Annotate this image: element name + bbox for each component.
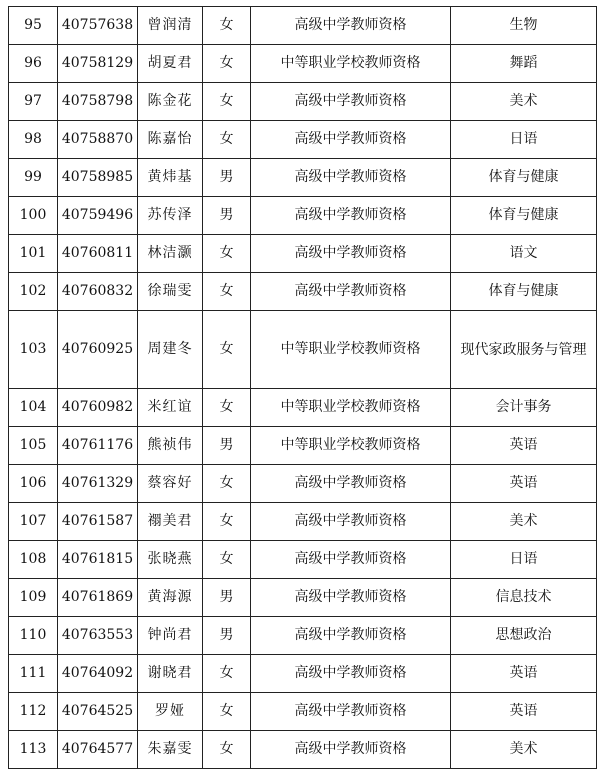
table-row	[9, 197, 597, 235]
gender-cell: 女	[203, 465, 251, 503]
name-cell: 曾润清	[138, 7, 203, 45]
qualification-cell: 高级中学教师资格	[251, 273, 451, 311]
id-cell: 40758129	[58, 45, 138, 83]
id-cell: 40759496	[58, 197, 138, 235]
qualification-cell: 高级中学教师资格	[251, 693, 451, 731]
name-cell: 黄炜基	[138, 159, 203, 197]
subject-cell: 思想政治	[451, 617, 597, 655]
row-number-cell: 111	[9, 655, 58, 693]
row-number-cell: 110	[9, 617, 58, 655]
table-row	[9, 389, 597, 427]
id-cell: 40764525	[58, 693, 138, 731]
name-cell: 禤美君	[138, 503, 203, 541]
subject-cell: 英语	[451, 655, 597, 693]
name-cell: 徐瑞雯	[138, 273, 203, 311]
qualification-table	[8, 6, 597, 769]
subject-cell: 现代家政服务与管理	[451, 311, 597, 389]
name-cell: 张晓燕	[138, 541, 203, 579]
name-cell: 陈金花	[138, 83, 203, 121]
gender-cell: 女	[203, 503, 251, 541]
row-number-cell: 102	[9, 273, 58, 311]
name-cell: 陈嘉怡	[138, 121, 203, 159]
name-cell: 米红谊	[138, 389, 203, 427]
id-cell: 40760832	[58, 273, 138, 311]
id-cell: 40758798	[58, 83, 138, 121]
name-cell: 谢晓君	[138, 655, 203, 693]
gender-cell: 女	[203, 311, 251, 389]
qualification-cell: 高级中学教师资格	[251, 465, 451, 503]
gender-cell: 女	[203, 83, 251, 121]
qualification-cell: 高级中学教师资格	[251, 83, 451, 121]
subject-cell: 生物	[451, 7, 597, 45]
subject-cell: 体育与健康	[451, 197, 597, 235]
qualification-cell: 高级中学教师资格	[251, 121, 451, 159]
gender-cell: 女	[203, 121, 251, 159]
table-row	[9, 83, 597, 121]
name-cell: 熊祯伟	[138, 427, 203, 465]
subject-cell: 日语	[451, 121, 597, 159]
qualification-cell: 中等职业学校教师资格	[251, 45, 451, 83]
table-row	[9, 579, 597, 617]
table-row	[9, 159, 597, 197]
table-row	[9, 503, 597, 541]
row-number-cell: 99	[9, 159, 58, 197]
table-row	[9, 731, 597, 769]
name-cell: 钟尚君	[138, 617, 203, 655]
row-number-cell: 113	[9, 731, 58, 769]
gender-cell: 女	[203, 731, 251, 769]
id-cell: 40761869	[58, 579, 138, 617]
subject-cell: 语文	[451, 235, 597, 273]
name-cell: 苏传泽	[138, 197, 203, 235]
subject-cell: 英语	[451, 427, 597, 465]
gender-cell: 女	[203, 7, 251, 45]
qualification-cell: 高级中学教师资格	[251, 731, 451, 769]
name-cell: 朱嘉雯	[138, 731, 203, 769]
row-number-cell: 96	[9, 45, 58, 83]
gender-cell: 男	[203, 427, 251, 465]
subject-cell: 美术	[451, 503, 597, 541]
name-cell: 蔡容好	[138, 465, 203, 503]
gender-cell: 女	[203, 693, 251, 731]
qualification-cell: 高级中学教师资格	[251, 579, 451, 617]
gender-cell: 女	[203, 655, 251, 693]
table-row	[9, 121, 597, 159]
table-row	[9, 427, 597, 465]
qualification-cell: 高级中学教师资格	[251, 617, 451, 655]
subject-cell: 舞蹈	[451, 45, 597, 83]
id-cell: 40764577	[58, 731, 138, 769]
id-cell: 40758870	[58, 121, 138, 159]
qualification-cell: 中等职业学校教师资格	[251, 311, 451, 389]
id-cell: 40761329	[58, 465, 138, 503]
row-number-cell: 98	[9, 121, 58, 159]
qualification-cell: 高级中学教师资格	[251, 541, 451, 579]
qualification-cell: 中等职业学校教师资格	[251, 427, 451, 465]
subject-cell: 英语	[451, 693, 597, 731]
id-cell: 40761176	[58, 427, 138, 465]
id-cell: 40761815	[58, 541, 138, 579]
name-cell: 胡夏君	[138, 45, 203, 83]
row-number-cell: 101	[9, 235, 58, 273]
subject-cell: 体育与健康	[451, 159, 597, 197]
table-row	[9, 273, 597, 311]
gender-cell: 女	[203, 273, 251, 311]
row-number-cell: 103	[9, 311, 58, 389]
table-row	[9, 45, 597, 83]
id-cell: 40764092	[58, 655, 138, 693]
subject-cell: 信息技术	[451, 579, 597, 617]
table-row	[9, 7, 597, 45]
qualification-cell: 高级中学教师资格	[251, 235, 451, 273]
subject-cell: 美术	[451, 731, 597, 769]
gender-cell: 女	[203, 389, 251, 427]
table-row	[9, 617, 597, 655]
table-row	[9, 541, 597, 579]
row-number-cell: 97	[9, 83, 58, 121]
table-row	[9, 693, 597, 731]
row-number-cell: 105	[9, 427, 58, 465]
row-number-cell: 95	[9, 7, 58, 45]
id-cell: 40760982	[58, 389, 138, 427]
gender-cell: 男	[203, 617, 251, 655]
id-cell: 40760925	[58, 311, 138, 389]
subject-cell: 日语	[451, 541, 597, 579]
table-row	[9, 311, 597, 389]
id-cell: 40758985	[58, 159, 138, 197]
row-number-cell: 107	[9, 503, 58, 541]
gender-cell: 男	[203, 159, 251, 197]
row-number-cell: 100	[9, 197, 58, 235]
name-cell: 周建冬	[138, 311, 203, 389]
table-row	[9, 465, 597, 503]
table-row	[9, 655, 597, 693]
name-cell: 黄海源	[138, 579, 203, 617]
name-cell: 罗娅	[138, 693, 203, 731]
row-number-cell: 108	[9, 541, 58, 579]
row-number-cell: 104	[9, 389, 58, 427]
id-cell: 40761587	[58, 503, 138, 541]
table-body	[9, 7, 597, 769]
id-cell: 40760811	[58, 235, 138, 273]
row-number-cell: 106	[9, 465, 58, 503]
id-cell: 40763553	[58, 617, 138, 655]
gender-cell: 男	[203, 197, 251, 235]
qualification-cell: 高级中学教师资格	[251, 159, 451, 197]
qualification-cell: 高级中学教师资格	[251, 655, 451, 693]
row-number-cell: 109	[9, 579, 58, 617]
subject-cell: 会计事务	[451, 389, 597, 427]
qualification-cell: 高级中学教师资格	[251, 503, 451, 541]
gender-cell: 女	[203, 235, 251, 273]
row-number-cell: 112	[9, 693, 58, 731]
gender-cell: 女	[203, 541, 251, 579]
qualification-cell: 高级中学教师资格	[251, 197, 451, 235]
subject-cell: 美术	[451, 83, 597, 121]
id-cell: 40757638	[58, 7, 138, 45]
qualification-cell: 中等职业学校教师资格	[251, 389, 451, 427]
subject-cell: 体育与健康	[451, 273, 597, 311]
qualification-cell: 高级中学教师资格	[251, 7, 451, 45]
gender-cell: 男	[203, 579, 251, 617]
subject-cell: 英语	[451, 465, 597, 503]
name-cell: 林洁灏	[138, 235, 203, 273]
gender-cell: 女	[203, 45, 251, 83]
table-row	[9, 235, 597, 273]
